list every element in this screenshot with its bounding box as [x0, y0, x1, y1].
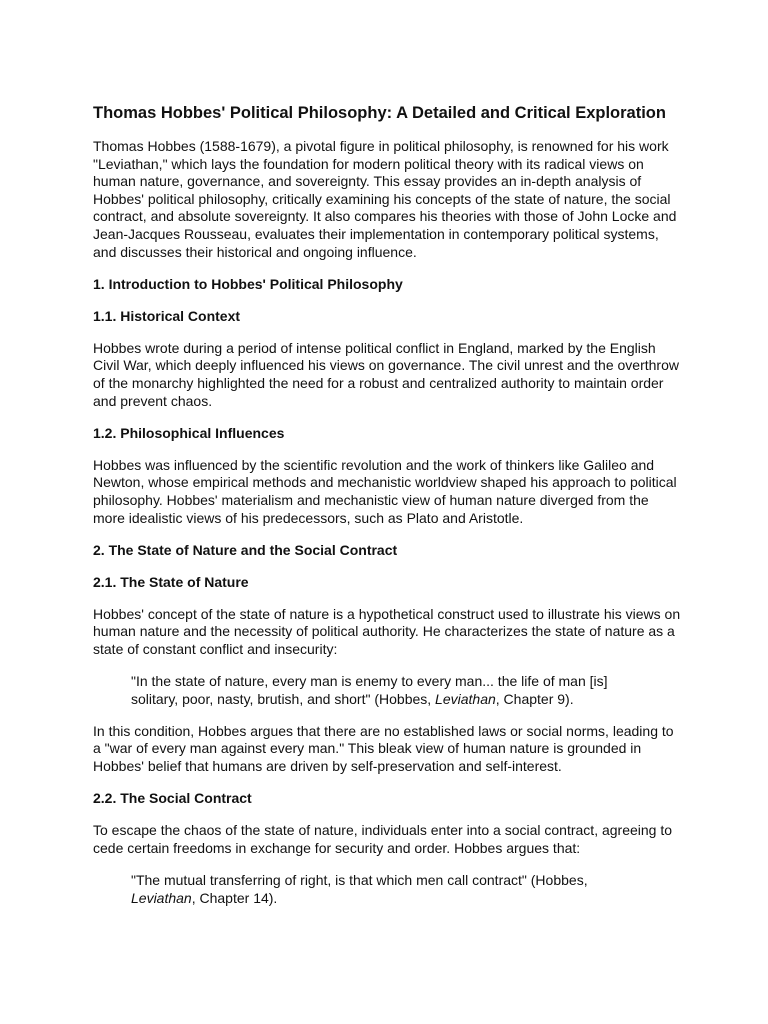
section-1-1-heading: 1.1. Historical Context	[93, 307, 241, 324]
quote-citation: , Chapter 14).	[191, 889, 278, 906]
section-1-heading: 1. Introduction to Hobbes' Political Philosophy	[93, 275, 403, 292]
quote-citation: , Chapter 9).	[495, 690, 574, 707]
document-page	[93, 103, 683, 922]
section-2-1-heading: 2.1. The State of Nature	[93, 573, 249, 590]
section-2-1-paragraph-2: In this condition, Hobbes argues that there are no established laws or social norms, leading to a "war of every man against every man." This bleak view of human nature is grounded in Hobbes' belief that humans are driven by self-preservation and self-interest.	[93, 722, 674, 775]
section-2-1-paragraph: Hobbes' concept of the state of nature is a hypothetical construct used to illustrate his views on human nature and the necessity of political authority. He characterizes the state of nature as a state of constant conflict and insecurity:	[93, 605, 681, 658]
section-1-1-paragraph: Hobbes wrote during a period of intense political conflict in England, marked by the English Civil War, which deeply influenced his views on governance. The civil unrest and the overthrow of the monarchy highlighted the need for a robust and centralized authority to maintain order and prevent chaos.	[93, 339, 679, 409]
section-1-2-paragraph: Hobbes was influenced by the scientific revolution and the work of thinkers like Galileo and Newton, whose empirical methods and mechanistic worldview shaped his approach to political philosophy. Hobbes' materialism and mechanistic view of human nature diverged from the more idealistic views of his predecessors, such as Plato and Aristotle.	[93, 456, 677, 526]
quote-work-title: Leviathan	[435, 690, 496, 707]
intro-paragraph: Thomas Hobbes (1588-1679), a pivotal figure in political philosophy, is renowned for his work "Leviathan," which lays the foundation for modern political theory with its radical views on human nature, governance, and sovereignty. This essay provides an in-depth analysis of Hobbes' political philosophy, critically examining his concepts of the state of nature, the social contract, and absolute sovereignty. It also compares his theories with those of John Locke and Jean-Jacques Rousseau, evaluates their implementation in contemporary political systems, and discusses their historical and ongoing influence.	[93, 138, 677, 260]
leviathan-quote-chapter-9	[131, 673, 651, 708]
quote-text: "The mutual transferring of right, is that which men call contract" (Hobbes,	[131, 871, 588, 888]
section-2-2-heading: 2.2. The Social Contract	[93, 790, 252, 807]
section-1-2-heading: 1.2. Philosophical Influences	[93, 424, 285, 441]
leviathan-quote-chapter-14	[131, 872, 651, 907]
section-2-2-paragraph: To escape the chaos of the state of nature, individuals enter into a social contract, agreeing to cede certain freedoms in exchange for security and order. Hobbes argues that:	[93, 822, 673, 856]
section-2-heading: 2. The State of Nature and the Social Contract	[93, 541, 398, 558]
quote-work-title: Leviathan	[131, 889, 192, 906]
quote-text: "In the state of nature, every man is enemy to every man... the life of man [is] solitary, poor, nasty, brutish, and short" (Hobbes,	[131, 673, 608, 707]
document-title: Thomas Hobbes' Political Philosophy: A Detailed and Critical Exploration	[93, 104, 666, 122]
